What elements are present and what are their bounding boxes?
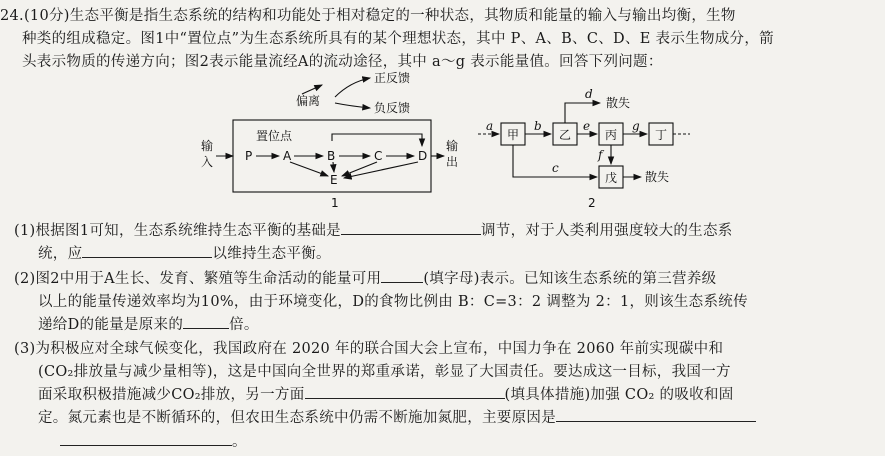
deviation-label: 偏离: [296, 94, 321, 108]
q2-answer-blank-2[interactable]: [183, 314, 229, 329]
loss-label-2: 散失: [645, 170, 670, 184]
question-line-3: 头表示物质的传递方向；图2表示能量流经A的流动途径，其中 a～g 表示能量值。回答下列问题：: [22, 54, 663, 70]
q3-answer-blank-1[interactable]: [305, 384, 505, 399]
arrow-negative: [335, 103, 370, 108]
q3-line-1: (3)为积极应对全球气候变化，我国政府在 2020 年的联合国大会上宣布，中国力争在 2060 年前实现碳中和: [14, 341, 724, 357]
q3-line-4: 定。氮元素也是不断循环的，但农田生态系统中仍需不断施加氮肥，主要原因是: [38, 406, 756, 427]
node-bing: 丙: [605, 128, 618, 142]
q3-answer-blank-2[interactable]: [556, 407, 756, 422]
q3-line-5: 。: [60, 430, 247, 451]
arrow-positive: [335, 78, 370, 97]
q2-line-2: 以上的能量传递效率均为10%，由于环境变化，D的食物比例由 B：C=3：2 调整为 2：1，则该生态系统传: [38, 294, 748, 310]
svg-text:b: b: [534, 119, 542, 133]
positive-feedback-label: 正反馈: [374, 71, 411, 85]
input-label-2: 入: [201, 155, 214, 169]
node-E: E: [330, 173, 338, 187]
q3-answer-blank-3[interactable]: [60, 431, 232, 446]
q1-line-2: 统，应 以维持生态平衡。: [38, 242, 331, 263]
figure-2: [478, 87, 690, 210]
svg-text:d: d: [585, 87, 593, 101]
setpoint-label: 置位点: [256, 129, 293, 143]
q1-answer-blank-1[interactable]: [341, 220, 481, 235]
input-label-1: 输: [201, 139, 214, 153]
svg-text:a: a: [486, 119, 494, 133]
arrow-B-to-D: [332, 134, 422, 146]
q1-answer-blank-2[interactable]: [82, 243, 212, 258]
negative-feedback-label: 负反馈: [374, 101, 411, 115]
question-line-2: 种类的组成稳定。图1中“置位点”为生态系统所具有的某个理想状态，其中 P、A、B、C、D、E 表示生物成分，箭: [22, 31, 774, 47]
figure-1-number: 1: [331, 196, 339, 210]
q3-line-3: 面采取积极措施减少CO₂排放，另一方面 (填具体措施)加强 CO₂ 的吸收和固: [38, 383, 734, 404]
figure-2-number: 2: [588, 196, 596, 210]
node-wu: 戊: [605, 171, 618, 185]
node-B: B: [327, 149, 336, 163]
svg-text:g: g: [632, 119, 640, 133]
node-ding: 丁: [655, 128, 668, 142]
node-C: C: [374, 149, 383, 163]
figure-1: [201, 70, 458, 210]
output-label-2: 出: [446, 155, 459, 169]
node-D: D: [418, 149, 428, 163]
q1-line-1: (1)根据图1可知，生态系统维持生态平衡的基础是 调节，对于人类利用强度较大的生态系: [14, 219, 733, 240]
node-A: A: [283, 149, 292, 163]
question-header: 24.(10分)生态平衡是指生态系统的结构和功能处于相对稳定的一种状态，其物质和能量的输入与输出均衡，生物: [0, 8, 736, 24]
q2-line-1: (2)图2中用于A生长、发育、繁殖等生命活动的能量可用 (填字母)表示。已知该生态系统的第三营养级: [14, 267, 716, 288]
svg-text:e: e: [583, 119, 591, 133]
q2-answer-blank-1[interactable]: [381, 268, 423, 283]
node-P: P: [245, 149, 253, 163]
node-jia: 甲: [507, 128, 520, 142]
svg-text:c: c: [552, 161, 559, 175]
arrow-to-deviation: [302, 85, 322, 94]
svg-text:f: f: [598, 148, 603, 162]
output-label-1: 输: [446, 139, 459, 153]
q2-line-3: 递给D的能量是原来的 倍。: [38, 313, 259, 334]
node-yi: 乙: [559, 128, 572, 142]
q3-line-2: (CO₂排放量与减少量相等)，这是中国向全世界的郑重承诺，彰显了大国责任。要达成这一目标，我国一方: [38, 364, 731, 380]
loss-label-1: 散失: [606, 96, 631, 110]
